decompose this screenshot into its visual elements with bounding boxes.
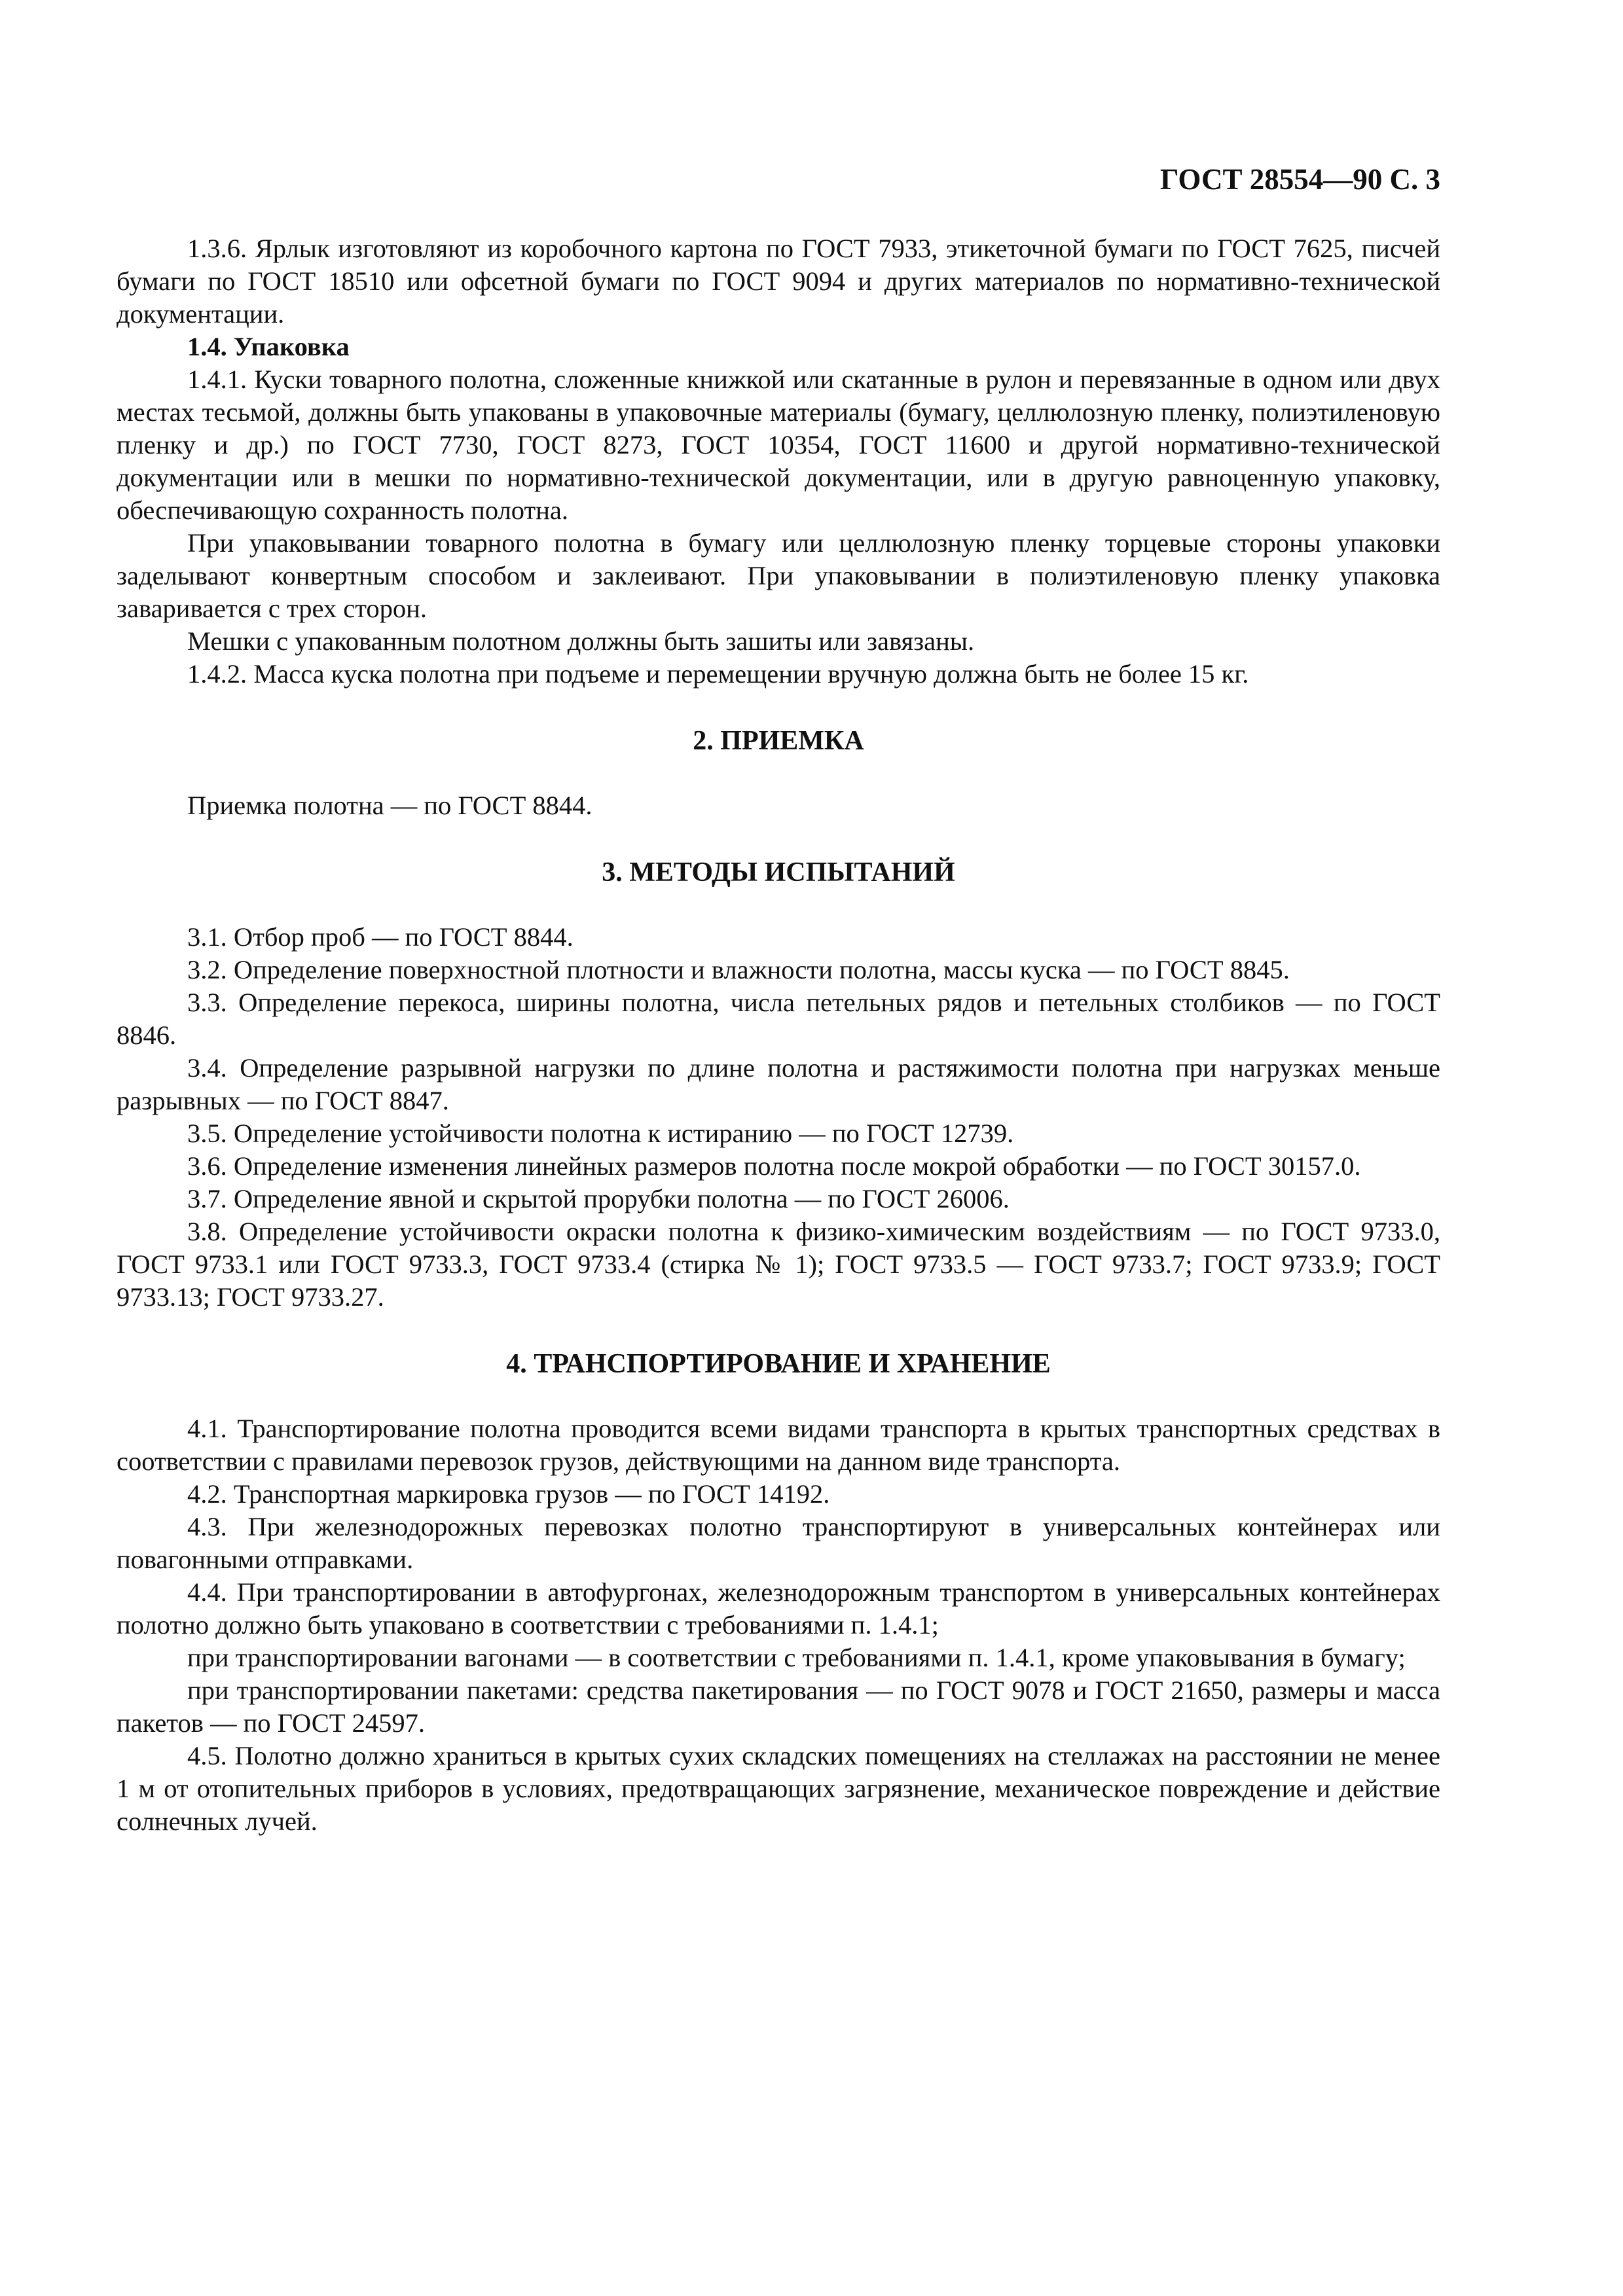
paragraph-3-1: 3.1. Отбор проб — по ГОСТ 8844.: [187, 922, 574, 952]
paragraph-4-3: 4.3. При железнодорожных перевозках полотно транспортируют в универсальных контейнерах или повагонными отправками.: [117, 1512, 1440, 1574]
paragraph-4-4-c: при транспортировании пакетами: средства пакетирования — по ГОСТ 9078 и ГОСТ 21650, размеры и масса пакетов — по ГОСТ 24597.: [117, 1676, 1440, 1738]
section-heading-3: 3. МЕТОДЫ ИСПЫТАНИЙ: [602, 857, 955, 888]
section-heading-2: 2. ПРИЕМКА: [693, 726, 864, 756]
paragraph-3-4: 3.4. Определение разрывной нагрузки по длине полотна и растяжимости полотна при нагрузках меньше разрывных — по ГОСТ 8847.: [117, 1053, 1440, 1115]
paragraph-4-1: 4.1. Транспортирование полотна проводится всеми видами транспорта в крытых транспортных средствах в соответствии с правилами перевозок грузов, действующими на данном виде транспорта.: [117, 1414, 1440, 1476]
paragraph-4-5: 4.5. Полотно должно храниться в крытых сухих складских помещениях на стеллажах на расстоянии не менее 1 м от отопительных приборов в условиях, предотвращающих загрязнение, механическое повреждение и действие солнечных лучей.: [117, 1741, 1440, 1836]
paragraph-1-4-1: 1.4.1. Куски товарного полотна, сложенные книжкой или скатанные в рулон и перевязанные в одном или двух местах тесьмой, должны быть упакованы в упаковочные материалы (бумагу, целлюлозную пленку, полиэтиленовую пленку и др.) по ГОСТ 7730, ГОСТ 8273, ГОСТ 10354, ГОСТ 11600 и другой нормативно-технической документации или в мешки по нормативно-технической документации, или в другую равноценную упаковку, обеспечивающую сохранность полотна.: [117, 365, 1440, 525]
document-page: [117, 0, 1440, 2296]
paragraph-1-4-1-c: Мешки с упакованным полотном должны быть зашиты или завязаны.: [187, 626, 975, 656]
paragraph-3-6: 3.6. Определение изменения линейных размеров полотна после мокрой обработки — по ГОСТ 30157.0.: [187, 1151, 1361, 1181]
paragraph-4-4-b: при транспортировании вагонами — в соответствии с требованиями п. 1.4.1, кроме упаковывания в бумагу;: [187, 1643, 1406, 1672]
paragraph-2: Приемка полотна — по ГОСТ 8844.: [187, 791, 593, 820]
page-header: ГОСТ 28554—90 С. 3: [1159, 163, 1440, 196]
paragraph-3-3: 3.3. Определение перекоса, ширины полотна, числа петельных рядов и петельных столбиков — по ГОСТ 8846.: [117, 988, 1440, 1050]
subsection-heading-1-4: 1.4. Упаковка: [187, 332, 350, 361]
paragraph-3-2: 3.2. Определение поверхностной плотности и влажности полотна, массы куска — по ГОСТ 8845.: [187, 955, 1290, 984]
paragraph-1-4-1-b: При упаковывании товарного полотна в бумагу или целлюлозную пленку торцевые стороны упаковки заделывают конвертным способом и заклеивают. При упаковывании в полиэтиленовую пленку упаковка заваривается с трех сторон.: [117, 528, 1440, 623]
paragraph-3-5: 3.5. Определение устойчивости полотна к истиранию — по ГОСТ 12739.: [187, 1119, 1014, 1148]
paragraph-1-3-6: 1.3.6. Ярлык изготовляют из коробочного картона по ГОСТ 7933, этикеточной бумаги по ГОСТ 7625, писчей бумаги по ГОСТ 18510 или офсетной бумаги по ГОСТ 9094 и других материалов по нормативно-технической документации.: [117, 234, 1440, 329]
paragraph-3-7: 3.7. Определение явной и скрытой прорубки полотна — по ГОСТ 26006.: [187, 1184, 1010, 1213]
section-heading-4: 4. ТРАНСПОРТИРОВАНИЕ И ХРАНЕНИЕ: [506, 1349, 1051, 1379]
paragraph-1-4-2: 1.4.2. Масса куска полотна при подъеме и перемещении вручную должна быть не более 15 кг.: [187, 659, 1249, 689]
document-body: [117, 232, 1440, 1838]
paragraph-4-4: 4.4. При транспортировании в автофургонах, железнодорожным транспортом в универсальных контейнерах полотно должно быть упаковано в соответствии с требованиями п. 1.4.1;: [117, 1577, 1440, 1640]
paragraph-4-2: 4.2. Транспортная маркировка грузов — по ГОСТ 14192.: [187, 1479, 830, 1509]
paragraph-3-8: 3.8. Определение устойчивости окраски полотна к физико-химическим воздействиям — по ГОСТ 9733.0, ГОСТ 9733.1 или ГОСТ 9733.3, ГОСТ 9733.4 (стирка № 1); ГОСТ 9733.5 — ГОСТ 9733.7; ГОСТ 9733.9; ГОСТ 9733.13; ГОСТ 9733.27.: [117, 1217, 1440, 1312]
